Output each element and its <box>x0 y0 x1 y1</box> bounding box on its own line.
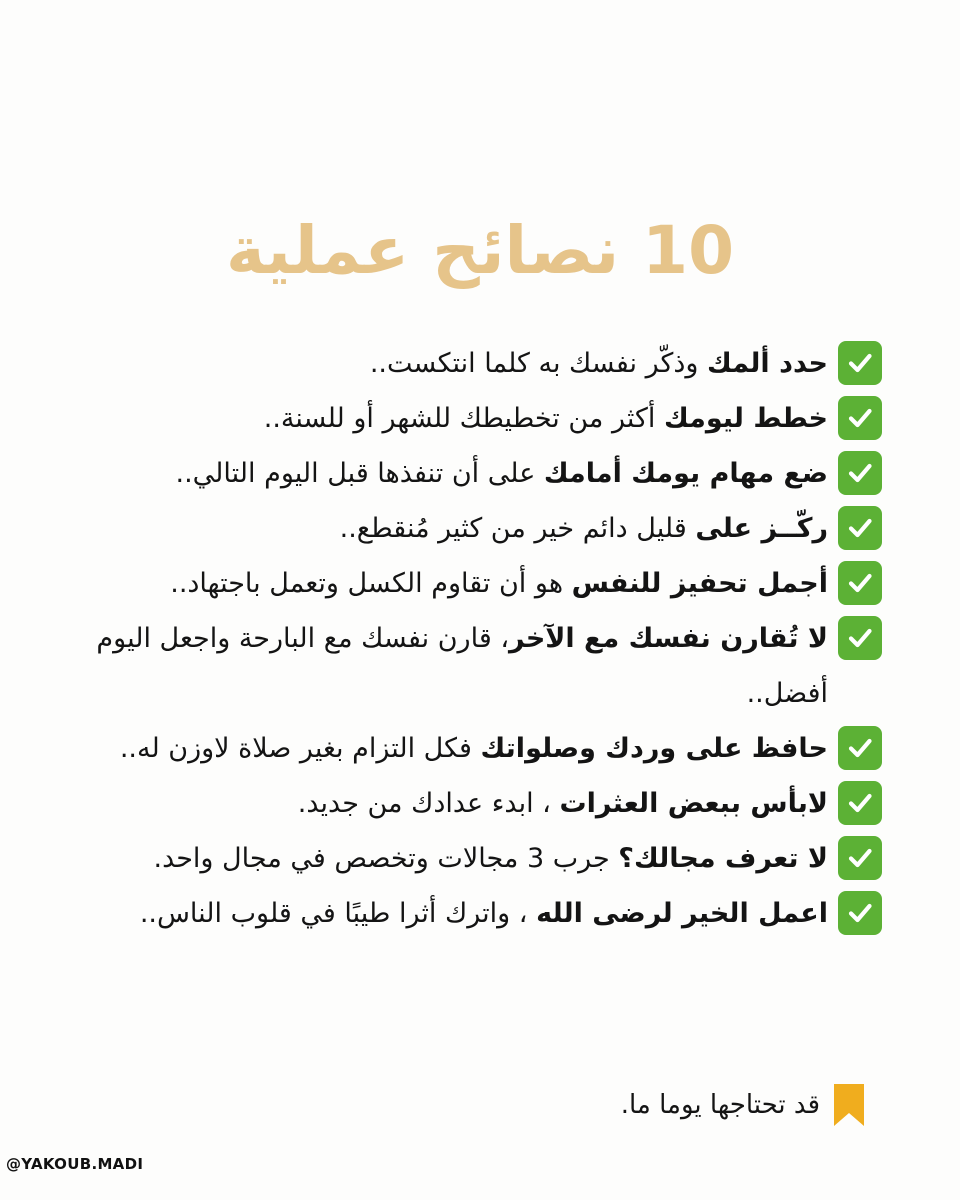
tip-heading: أجمل تحفيز للنفس <box>571 568 828 599</box>
tip-body: جرب 3 مجالات وتخصص في مجال واحد. <box>153 843 619 874</box>
tip-text <box>82 776 828 831</box>
list-item <box>82 336 882 391</box>
check-mark-icon <box>838 561 882 605</box>
check-mark-icon <box>838 341 882 385</box>
footer-note-text: قد تحتاجها يوما ما. <box>620 1090 820 1120</box>
check-mark-icon <box>838 726 882 770</box>
list-item <box>82 831 882 886</box>
tip-text <box>82 831 828 886</box>
tip-body: ، واترك أثرا طيبًا في قلوب الناس.. <box>139 898 537 929</box>
tip-body: على أن تنفذها قبل اليوم التالي.. <box>175 458 544 489</box>
tip-body: ، قارن نفسك مع البارحة واجعل اليوم أفضل.. <box>96 623 828 709</box>
author-handle: @YAKOUB.MADI <box>6 1155 144 1173</box>
list-item <box>82 776 882 831</box>
footer-note <box>621 1083 866 1127</box>
page-title: 10 نصائح عملية <box>225 212 734 289</box>
tip-text <box>82 336 828 391</box>
tip-heading: خطط ليومك <box>663 403 828 434</box>
check-mark-icon <box>838 506 882 550</box>
tip-heading: اعمل الخير لرضى الله <box>536 898 828 929</box>
tip-text <box>82 446 828 501</box>
tip-body: قليل دائم خير من كثير مُنقطع.. <box>339 513 696 544</box>
tip-text <box>82 886 828 941</box>
check-mark-icon <box>838 781 882 825</box>
list-item <box>82 721 882 776</box>
check-mark-icon <box>838 616 882 660</box>
check-mark-icon <box>838 891 882 935</box>
tip-text <box>82 721 828 776</box>
check-mark-icon <box>838 836 882 880</box>
tip-heading: لا تُقارن نفسك مع الآخر <box>509 623 828 654</box>
tips-list <box>82 336 882 941</box>
tip-heading: لابأس ببعض العثرات <box>559 788 828 819</box>
check-mark-icon <box>838 396 882 440</box>
list-item <box>82 391 882 446</box>
tip-heading: ضع مهام يومك أمامك <box>543 458 828 489</box>
tip-text <box>82 391 828 446</box>
list-item <box>82 886 882 941</box>
tip-heading: حافظ على وردك وصلواتك <box>480 733 828 764</box>
tip-text <box>82 501 828 556</box>
tip-body: ، ابدء عدادك من جديد. <box>297 788 560 819</box>
tip-text <box>82 611 828 721</box>
bookmark-icon <box>832 1084 866 1126</box>
list-item <box>82 556 882 611</box>
tip-heading: حدد ألمك <box>707 348 828 379</box>
tip-text <box>82 556 828 611</box>
tip-body: أكثر من تخطيطك للشهر أو للسنة.. <box>263 403 664 434</box>
list-item <box>82 446 882 501</box>
tip-body: وذكّر نفسك به كلما انتكست.. <box>369 348 708 379</box>
tip-body: هو أن تقاوم الكسل وتعمل باجتهاد.. <box>170 568 572 599</box>
check-mark-icon <box>838 451 882 495</box>
tip-body: فكل التزام بغير صلاة لاوزن له.. <box>119 733 481 764</box>
list-item <box>82 611 882 721</box>
tip-heading: لا تعرف مجالك؟ <box>618 843 828 874</box>
tip-heading: ركّــز على <box>695 513 828 544</box>
list-item <box>82 501 882 556</box>
